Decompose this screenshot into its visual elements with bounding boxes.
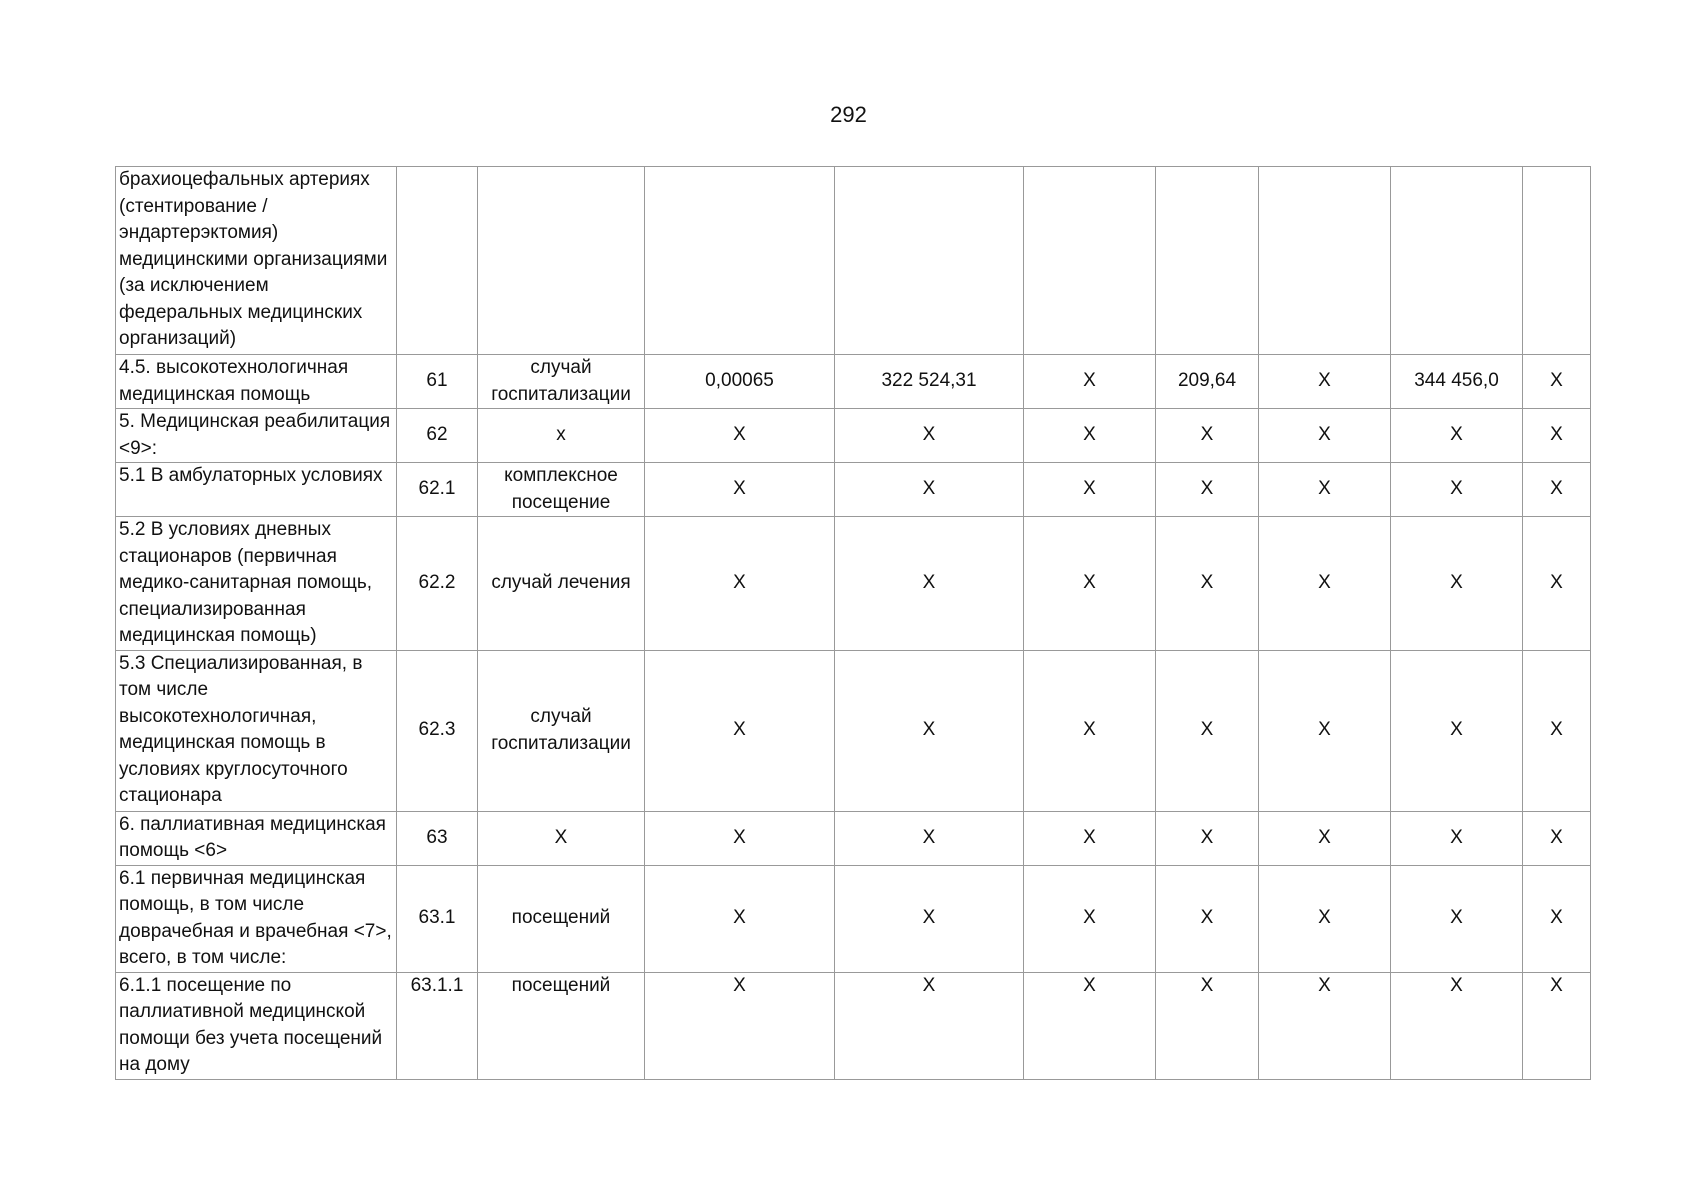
row-code-cell: 63.1.1 (397, 972, 478, 1079)
row-name-cell: 4.5. высокотехнологичная медицинская помощь (116, 355, 397, 409)
table-row (116, 355, 1591, 409)
value-cell: X (1523, 811, 1591, 865)
value-cell: X (645, 811, 835, 865)
value-cell: X (1156, 463, 1259, 517)
value-cell: X (835, 972, 1024, 1079)
table-row (116, 972, 1591, 1079)
value-cell: X (1259, 463, 1391, 517)
value-cell: X (1391, 517, 1523, 651)
row-name-cell: 6.1 первичная медицинская помощь, в том числе доврачебная и врачебная <7>, всего, в том числе: (116, 865, 397, 972)
value-cell: X (1156, 517, 1259, 651)
value-cell (1523, 167, 1591, 355)
value-cell: X (1523, 409, 1591, 463)
row-code-cell: 63 (397, 811, 478, 865)
value-cell: X (1391, 972, 1523, 1079)
value-cell (1259, 167, 1391, 355)
value-cell: X (1259, 409, 1391, 463)
row-unit-cell (478, 167, 645, 355)
value-cell (835, 167, 1024, 355)
row-code-cell: 62.3 (397, 650, 478, 811)
row-code-cell: 61 (397, 355, 478, 409)
value-cell: X (1156, 972, 1259, 1079)
table-row (116, 650, 1591, 811)
value-cell: X (1156, 865, 1259, 972)
value-cell: X (1156, 650, 1259, 811)
row-unit-cell: комплексное посещение (478, 463, 645, 517)
value-cell: X (1259, 355, 1391, 409)
value-cell: X (1024, 409, 1156, 463)
table-row (116, 463, 1591, 517)
row-name-cell: брахиоцефальных артериях (стентирование / эндартерэктомия) медицинскими организациями (за исключением федеральных медицинских организаций) (116, 167, 397, 355)
table-row (116, 517, 1591, 651)
value-cell: X (1259, 811, 1391, 865)
value-cell: X (835, 865, 1024, 972)
value-cell: X (1523, 972, 1591, 1079)
value-cell: X (1391, 650, 1523, 811)
value-cell: X (1259, 972, 1391, 1079)
value-cell: X (1024, 650, 1156, 811)
value-cell: X (835, 409, 1024, 463)
value-cell: X (1391, 409, 1523, 463)
table-row (116, 865, 1591, 972)
value-cell: 322 524,31 (835, 355, 1024, 409)
value-cell: X (1523, 865, 1591, 972)
table-row (116, 811, 1591, 865)
row-code-cell: 62.1 (397, 463, 478, 517)
row-unit-cell: посещений (478, 865, 645, 972)
value-cell: X (835, 517, 1024, 651)
medical-care-table (115, 166, 1591, 1080)
row-unit-cell: случай госпитализации (478, 355, 645, 409)
value-cell (1024, 167, 1156, 355)
value-cell (1156, 167, 1259, 355)
row-name-cell: 5.1 В амбулаторных условиях (116, 463, 397, 517)
row-name-cell: 5.3 Специализированная, в том числе высокотехнологичная, медицинская помощь в условиях круглосуточного стационара (116, 650, 397, 811)
value-cell: 0,00065 (645, 355, 835, 409)
value-cell: X (1024, 463, 1156, 517)
value-cell: X (645, 517, 835, 651)
value-cell: X (1523, 463, 1591, 517)
row-code-cell: 63.1 (397, 865, 478, 972)
value-cell: X (1523, 355, 1591, 409)
row-name-cell: 5.2 В условиях дневных стационаров (первичная медико-санитарная помощь, специализированная медицинская помощь) (116, 517, 397, 651)
value-cell: 344 456,0 (1391, 355, 1523, 409)
value-cell: X (645, 972, 835, 1079)
value-cell: X (835, 650, 1024, 811)
row-name-cell: 6.1.1 посещение по паллиативной медицинской помощи без учета посещений на дому (116, 972, 397, 1079)
row-unit-cell: случай госпитализации (478, 650, 645, 811)
value-cell: X (1024, 972, 1156, 1079)
value-cell (645, 167, 835, 355)
value-cell: X (1259, 865, 1391, 972)
value-cell: X (835, 811, 1024, 865)
value-cell: X (1024, 355, 1156, 409)
value-cell: X (1024, 811, 1156, 865)
value-cell: X (1156, 811, 1259, 865)
page-number: 292 (830, 102, 867, 127)
row-unit-cell: х (478, 409, 645, 463)
value-cell: X (1391, 463, 1523, 517)
value-cell: X (1259, 650, 1391, 811)
row-code-cell (397, 167, 478, 355)
value-cell: X (1523, 517, 1591, 651)
row-code-cell: 62 (397, 409, 478, 463)
value-cell: X (1391, 865, 1523, 972)
value-cell: X (835, 463, 1024, 517)
table-row (116, 167, 1591, 355)
row-unit-cell: посещений (478, 972, 645, 1079)
row-code-cell: 62.2 (397, 517, 478, 651)
value-cell: X (1523, 650, 1591, 811)
value-cell: X (1024, 517, 1156, 651)
value-cell: 209,64 (1156, 355, 1259, 409)
value-cell: X (1259, 517, 1391, 651)
table-row (116, 409, 1591, 463)
value-cell (1391, 167, 1523, 355)
row-unit-cell: X (478, 811, 645, 865)
value-cell: X (645, 463, 835, 517)
value-cell: X (645, 409, 835, 463)
row-unit-cell: случай лечения (478, 517, 645, 651)
value-cell: X (1156, 409, 1259, 463)
value-cell: X (645, 650, 835, 811)
value-cell: X (1024, 865, 1156, 972)
row-name-cell: 6. паллиативная медицинская помощь <6> (116, 811, 397, 865)
value-cell: X (1391, 811, 1523, 865)
value-cell: X (645, 865, 835, 972)
row-name-cell: 5. Медицинская реабилитация <9>: (116, 409, 397, 463)
